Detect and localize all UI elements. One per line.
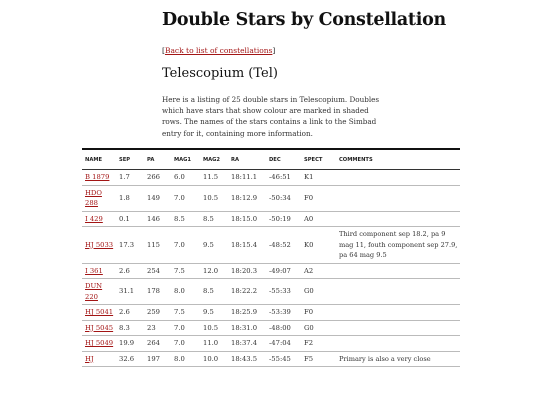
- column-header-mag1: MAG1: [174, 156, 192, 163]
- pa-cell: 254: [144, 263, 171, 279]
- table-row: [82, 263, 460, 279]
- sep-cell: 32.6: [116, 351, 144, 367]
- column-header-dec: DEC: [269, 156, 281, 163]
- spect-cell: G0: [301, 320, 336, 336]
- spect-cell: K0: [301, 227, 336, 264]
- mag2-cell: 8.5: [200, 279, 228, 305]
- back-bracket-open: [: [162, 46, 165, 55]
- sep-cell: 1.7: [116, 170, 144, 186]
- simbad-star-link[interactable]: HJ 5033: [85, 240, 114, 249]
- mag2-cell: 12.0: [200, 263, 228, 279]
- mag1-cell: 7.0: [171, 185, 200, 211]
- mag1-cell: 6.0: [171, 170, 200, 186]
- column-header-ra: RA: [231, 156, 240, 163]
- star-name-cell: [82, 305, 116, 321]
- dec-cell: -46:51: [266, 170, 301, 186]
- table-row: [82, 279, 460, 305]
- spect-cell: A2: [301, 263, 336, 279]
- ra-cell: 18:31.0: [228, 320, 266, 336]
- column-header-spect: SPECT: [304, 156, 323, 163]
- sep-cell: 31.1: [116, 279, 144, 305]
- ra-cell: 18:11.1: [228, 170, 266, 186]
- comments-cell: Third component sep 18.2, pa 9 mag 11, fouth component sep 27.9, pa 64 mag 9.5: [336, 227, 460, 264]
- simbad-star-link[interactable]: HJ 5045: [85, 323, 114, 332]
- simbad-star-link[interactable]: HJ: [85, 354, 94, 363]
- table-row: [82, 351, 460, 367]
- star-name-cell: [82, 279, 116, 305]
- spect-cell: F0: [301, 185, 336, 211]
- mag1-cell: 8.5: [171, 211, 200, 227]
- double-stars-table: [82, 148, 460, 367]
- ra-cell: 18:15.4: [228, 227, 266, 264]
- table-header-row: [82, 149, 460, 170]
- spect-cell: F5: [301, 351, 336, 367]
- dec-cell: -55:33: [266, 279, 301, 305]
- simbad-star-link[interactable]: DUN 220: [85, 282, 103, 301]
- mag1-cell: 7.5: [171, 263, 200, 279]
- dec-cell: -47:04: [266, 336, 301, 352]
- back-link-wrapper: [162, 46, 275, 55]
- mag1-cell: 7.0: [171, 320, 200, 336]
- simbad-star-link[interactable]: HJ 5049: [85, 339, 114, 347]
- spect-cell: A0: [301, 211, 336, 227]
- comments-cell: [336, 305, 460, 321]
- column-header-pa: PA: [147, 156, 155, 163]
- ra-cell: 18:43.5: [228, 351, 266, 367]
- table-row: [82, 170, 460, 186]
- mag2-cell: 10.0: [200, 351, 228, 367]
- comments-cell: [336, 211, 460, 227]
- simbad-star-link[interactable]: HDO 288: [85, 188, 102, 207]
- column-header-mag2: MAG2: [203, 156, 221, 163]
- comments-cell: [336, 185, 460, 211]
- star-name-cell: [82, 185, 116, 211]
- mag2-cell: 9.5: [200, 305, 228, 321]
- spect-cell: F2: [301, 336, 336, 352]
- star-name-cell: [82, 351, 116, 367]
- spect-cell: K1: [301, 170, 336, 186]
- comments-cell: [336, 336, 460, 352]
- sep-cell: 2.6: [116, 263, 144, 279]
- mag2-cell: 8.5: [200, 211, 228, 227]
- comments-cell: [336, 279, 460, 305]
- mag1-cell: 7.0: [171, 336, 200, 352]
- simbad-star-link[interactable]: HJ 5041: [85, 308, 114, 316]
- sep-cell: 19.9: [116, 336, 144, 352]
- pa-cell: 264: [144, 336, 171, 352]
- sep-cell: 2.6: [116, 305, 144, 321]
- table-row: [82, 227, 460, 264]
- simbad-star-link[interactable]: B 1879: [85, 173, 110, 181]
- table-row: [82, 211, 460, 227]
- mag1-cell: 7.5: [171, 305, 200, 321]
- dec-cell: -48:52: [266, 227, 301, 264]
- column-header-sep: SEP: [119, 156, 131, 163]
- pa-cell: 149: [144, 185, 171, 211]
- sep-cell: 1.8: [116, 185, 144, 211]
- star-name-cell: [82, 263, 116, 279]
- table-row: [82, 305, 460, 321]
- dec-cell: -50:34: [266, 185, 301, 211]
- dec-cell: -49:07: [266, 263, 301, 279]
- page-title: Double Stars by Constellation: [162, 10, 446, 30]
- simbad-star-link[interactable]: I 361: [85, 266, 103, 275]
- comments-cell: [336, 320, 460, 336]
- ra-cell: 18:22.2: [228, 279, 266, 305]
- ra-cell: 18:20.3: [228, 263, 266, 279]
- star-name-cell: [82, 227, 116, 264]
- column-header-comments: COMMENTS: [339, 156, 373, 163]
- dec-cell: -53:39: [266, 305, 301, 321]
- mag2-cell: 11.5: [200, 170, 228, 186]
- sep-cell: 0.1: [116, 211, 144, 227]
- star-name-cell: [82, 170, 116, 186]
- pa-cell: 146: [144, 211, 171, 227]
- table-body: [82, 170, 460, 367]
- dec-cell: -50:19: [266, 211, 301, 227]
- table-row: [82, 336, 460, 352]
- column-header-name: NAME: [85, 156, 103, 163]
- section-title: Telescopium (Tel): [162, 66, 278, 81]
- sep-cell: 17.3: [116, 227, 144, 264]
- mag2-cell: 9.5: [200, 227, 228, 264]
- comments-cell: Primary is also a very close: [336, 351, 460, 367]
- mag2-cell: 11.0: [200, 336, 228, 352]
- star-name-cell: [82, 211, 116, 227]
- sep-cell: 8.3: [116, 320, 144, 336]
- table-row: [82, 320, 460, 336]
- mag2-cell: 10.5: [200, 185, 228, 211]
- pa-cell: 23: [144, 320, 171, 336]
- pa-cell: 266: [144, 170, 171, 186]
- mag1-cell: 8.0: [171, 279, 200, 305]
- mag1-cell: 8.0: [171, 351, 200, 367]
- star-name-cell: [82, 320, 116, 336]
- ra-cell: 18:37.4: [228, 336, 266, 352]
- double-stars-table-wrap: [82, 148, 460, 367]
- comments-cell: [336, 263, 460, 279]
- ra-cell: 18:15.0: [228, 211, 266, 227]
- table-row: [82, 185, 460, 211]
- mag1-cell: 7.0: [171, 227, 200, 264]
- pa-cell: 115: [144, 227, 171, 264]
- simbad-star-link[interactable]: I 429: [85, 214, 103, 223]
- spect-cell: G0: [301, 279, 336, 305]
- dec-cell: -48:00: [266, 320, 301, 336]
- ra-cell: 18:12.9: [228, 185, 266, 211]
- dec-cell: -55:45: [266, 351, 301, 367]
- mag2-cell: 10.5: [200, 320, 228, 336]
- comments-cell: [336, 170, 460, 186]
- back-to-constellations-link[interactable]: Back to list of constellations: [164, 46, 273, 55]
- pa-cell: 178: [144, 279, 171, 305]
- ra-cell: 18:25.9: [228, 305, 266, 321]
- back-bracket-close: ]: [272, 46, 276, 55]
- spect-cell: F0: [301, 305, 336, 321]
- pa-cell: 259: [144, 305, 171, 321]
- intro-paragraph: Here is a listing of 25 double stars in Telescopium. Doubles which have stars that show colour are marked in shaded rows. The names of the stars contains a link to the Simbad entry for it, containing more information.: [162, 95, 380, 138]
- star-name-cell: [82, 336, 116, 352]
- pa-cell: 197: [144, 351, 171, 367]
